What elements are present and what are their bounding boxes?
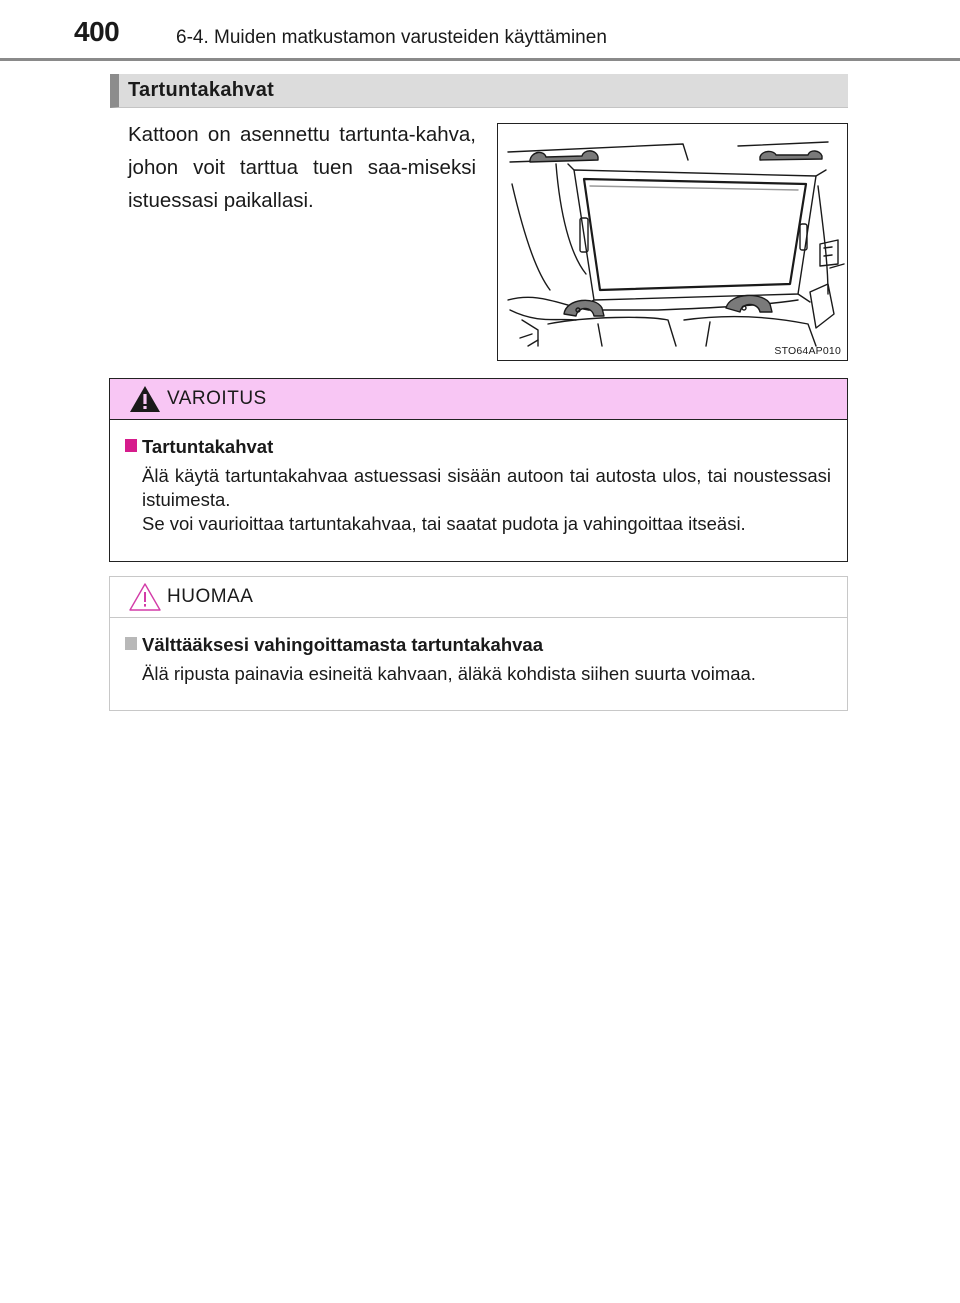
- warning-paragraph-2: Se voi vaurioittaa tartuntakahvaa, tai saatat pudota ja vahingoittaa itseäsi.: [142, 513, 746, 534]
- intro-paragraph: Kattoon on asennettu tartunta-kahva, johon voit tarttua tuen saa-miseksi istuessasi paikallasi.: [128, 123, 476, 212]
- caution-triangle-icon: [128, 582, 162, 612]
- warning-box: [109, 378, 848, 562]
- section-heading-bar: [110, 74, 848, 108]
- warning-item-title: [130, 436, 831, 458]
- caution-paragraph-1: Älä ripusta painavia esineitä kahvaan, äläkä kohdista siihen suurta voimaa.: [142, 663, 756, 684]
- car-headliner-grab-handles-illustration: [498, 124, 846, 359]
- grab-handle-figure: [497, 123, 848, 361]
- page-number: 400: [74, 16, 120, 47]
- warning-header: [110, 379, 847, 420]
- caution-item-text: [142, 662, 831, 686]
- bullet-square-icon: [125, 637, 137, 650]
- caution-box: [109, 576, 848, 711]
- warning-paragraph-1: Älä käytä tartuntakahvaa astuessasi sisään autoon tai autosta ulos, tai noustessasi istuimesta.: [142, 465, 831, 510]
- caution-item-title: [130, 634, 831, 656]
- warning-label: VAROITUS: [167, 388, 267, 409]
- caution-label: HUOMAA: [167, 586, 254, 607]
- warning-body: [110, 420, 847, 536]
- warning-triangle-icon: [128, 384, 162, 414]
- bullet-square-icon: [125, 439, 137, 452]
- section-title: Tartuntakahvat: [128, 79, 275, 101]
- caution-item-title-text: Välttääksesi vahingoittamasta tartuntakahvaa: [142, 634, 543, 655]
- header-rule: [0, 58, 960, 61]
- warning-item-title-text: Tartuntakahvat: [142, 436, 274, 457]
- caution-header: [110, 577, 847, 618]
- warning-item-text: [142, 464, 831, 536]
- running-head: 6-4. Muiden matkustamon varusteiden käyttäminen: [176, 27, 607, 48]
- figure-code: STO64AP010: [774, 345, 841, 357]
- caution-body: [110, 618, 847, 686]
